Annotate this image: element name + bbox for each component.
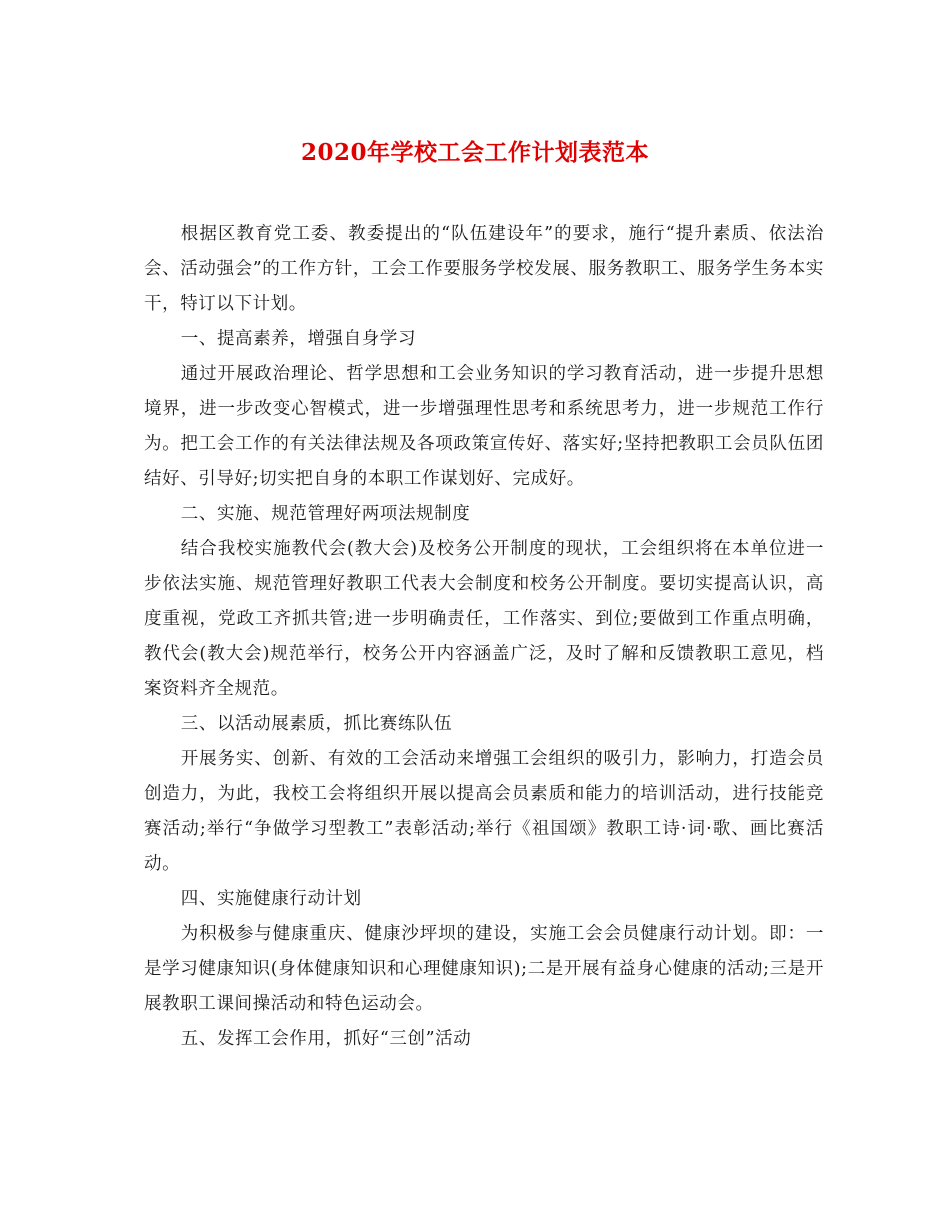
section-paragraph-1: 通过开展政治理论、哲学思想和工会业务知识的学习教育活动，进一步提升思想境界，进一步改变心智模式，进一步增强理性思考和系统思考力，进一步规范工作行为。把工会工作的有关法律法规及各项政策宣传好、落实好;坚持把教职工会员队伍团结好、引导好;切实把自身的本职工作谋划好、完成好。: [144, 364, 824, 489]
section-heading-4: 四、实施健康行动计划: [180, 889, 362, 909]
section-heading-1: 一、提高素养，增强自身学习: [180, 329, 417, 349]
document-title: 2020年学校工会工作计划表范本: [300, 139, 649, 166]
section-heading-5: 五、发挥工会作用，抓好“三创”活动: [180, 1029, 472, 1049]
section-paragraph-3: 开展务实、创新、有效的工会活动来增强工会组织的吸引力，影响力，打造会员创造力，为此，我校工会将组织开展以提高会员素质和能力的培训活动，进行技能竞赛活动;举行“争做学习型教工”表彰活动;举行《祖国颂》教职工诗·词·歌、画比赛活动。: [144, 749, 824, 874]
section-heading-2: 二、实施、规范管理好两项法规制度: [180, 504, 471, 524]
section-heading-3: 三、以活动展素质，抓比赛练队伍: [180, 714, 453, 734]
section-paragraph-2: 结合我校实施教代会(教大会)及校务公开制度的现状，工会组织将在本单位进一步依法实施、规范管理好教职工代表大会制度和校务公开制度。要切实提高认识，高度重视，党政工齐抓共管;进一步明确责任，工作落实、到位;要做到工作重点明确，教代会(教大会)规范举行，校务公开内容涵盖广泛，及时了解和反馈教职工意见，档案资料齐全规范。: [144, 539, 824, 699]
section-paragraph-4: 为积极参与健康重庆、健康沙坪坝的建设，实施工会会员健康行动计划。即：一是学习健康知识(身体健康知识和心理健康知识);二是开展有益身心健康的活动;三是开展教职工课间操活动和特色运动会。: [144, 924, 824, 1014]
intro-paragraph: 根据区教育党工委、教委提出的“队伍建设年”的要求，施行“提升素质、依法治会、活动强会”的工作方针，工会工作要服务学校发展、服务教职工、服务学生务本实干，特订以下计划。: [144, 224, 824, 314]
document-body: [144, 217, 824, 1057]
